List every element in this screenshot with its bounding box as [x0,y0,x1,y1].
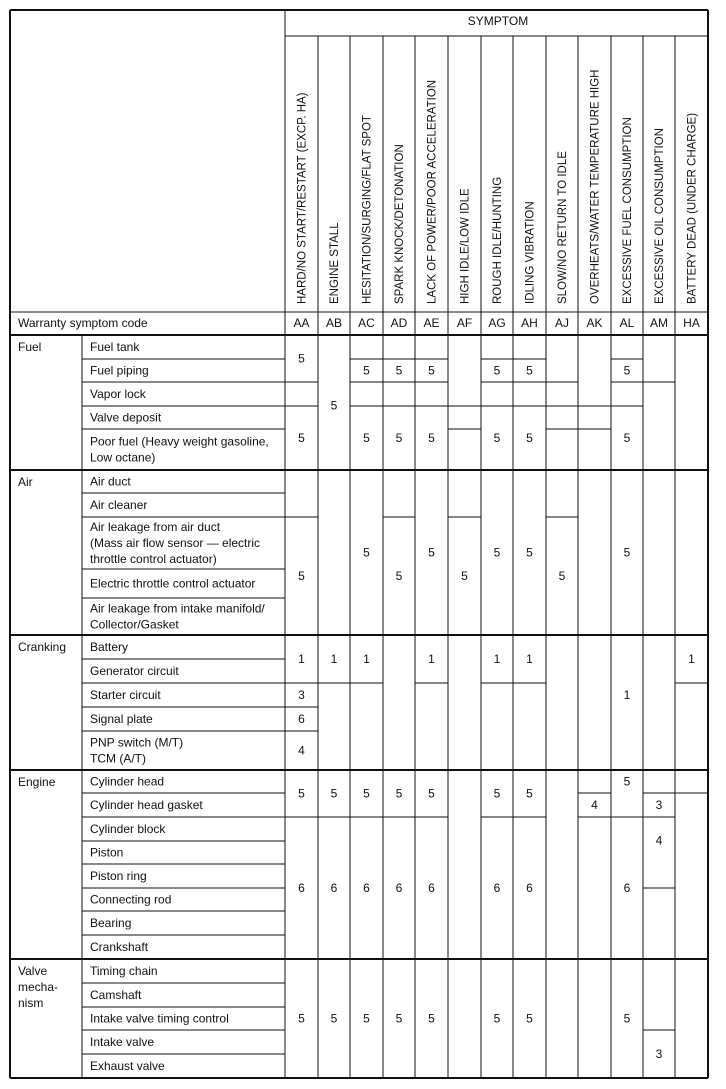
component-label: Generator circuit [90,664,179,678]
symptom-rating: 5 [428,431,435,445]
component-label: Cylinder block [90,822,166,836]
component-label: Exhaust valve [90,1059,165,1073]
symptom-rating: 5 [395,1011,403,1026]
component-label: Cylinder head [90,774,165,789]
symptom-rating: 6 [330,881,338,895]
component-label: throttle control actuator) [90,552,217,566]
symptom-rating: 1 [688,652,695,666]
component-label: Cylinder head gasket [90,798,203,812]
symptom-name: EXCESSIVE FUEL CONSUMPTION [622,117,634,304]
symptom-code: AA [293,316,310,330]
symptom-rating: 5 [526,363,533,378]
symptom-name: SPARK KNOCK/DETONATION [394,144,406,304]
component-label: Connecting rod [90,892,172,907]
component-label: Timing chain [90,964,158,978]
symptom-rating: 3 [298,688,305,702]
symptom-name: EXCESSIVE OIL CONSUMPTION [654,128,666,304]
component-label: Intake valve [90,1035,155,1049]
component-label: Valve deposit [90,410,162,425]
component-label: Starter circuit [90,688,161,702]
symptom-rating: 6 [623,881,631,895]
symptom-rating: 6 [363,881,370,895]
symptom-rating: 6 [428,881,435,895]
symptom-rating: 1 [493,652,501,666]
symptom-rating: 5 [395,569,403,583]
group-label: mecha- [18,980,59,994]
symptom-name: OVERHEATS/WATER TEMPERATURE HIGH [589,69,602,304]
symptom-name: ROUGH IDLE/HUNTING [492,176,504,304]
component-label: Intake valve timing control [90,1011,229,1026]
symptom-rating: 5 [493,363,501,378]
symptom-rating: 5 [526,1011,533,1026]
symptom-rating: 5 [526,786,533,801]
symptom-name: IDLING VIBRATION [524,201,537,304]
symptom-rating: 4 [591,798,598,812]
symptom-rating: 6 [298,712,305,726]
symptom-rating: 1 [623,688,631,702]
symptom-rating: 5 [330,1011,338,1026]
symptom-rating: 5 [493,545,501,560]
symptom-rating: 1 [298,652,305,666]
symptom-rating: 5 [298,1011,305,1026]
symptom-rating: 5 [298,431,305,445]
component-label: Battery [90,640,129,654]
group-label: Air [18,475,33,489]
group-label: Cranking [18,640,67,654]
symptom-name: BATTERY DEAD (UNDER CHARGE) [686,112,699,304]
symptom-rating: 5 [363,431,370,445]
symptom-name: ENGINE STALL [329,222,341,304]
group-label: Engine [18,775,56,789]
symptom-rating: 5 [363,545,370,560]
symptom-name: HIGH IDLE/LOW IDLE [459,188,472,304]
symptom-rating: 5 [493,431,501,445]
symptom-rating: 1 [428,652,435,666]
symptom-name: HESITATION/SURGING/FLAT SPOT [361,115,374,304]
symptom-rating: 5 [395,363,403,378]
component-label: (Mass air flow sensor — electric [90,536,261,550]
symptom-rating: 1 [363,652,370,666]
symptom-name: HARD/NO START/RESTART (EXCP. HA) [296,92,309,304]
component-label: Low octane) [90,450,156,465]
symptom-code: AC [358,316,375,330]
symptom-rating: 5 [395,431,403,445]
symptom-code: AD [390,316,408,330]
symptom-rating: 5 [330,398,338,413]
component-label: TCM (A/T) [90,751,146,766]
symptom-rating: 6 [526,881,533,895]
component-label: Signal plate [90,712,153,726]
symptom-rating: 5 [363,1011,370,1026]
component-label: Piston [90,845,124,860]
symptom-rating: 5 [395,786,403,801]
symptom-rating: 5 [298,351,305,366]
table-cells [18,70,700,1074]
component-label: Bearing [90,916,132,930]
symptom-rating: 5 [428,363,435,378]
symptom-rating: 1 [526,652,533,666]
symptom-rating: 5 [493,1011,501,1026]
component-label: Air leakage from intake manifold/ [90,601,265,616]
symptom-rating: 5 [623,1011,631,1026]
symptom-header: SYMPTOM [467,14,529,28]
symptom-rating: 5 [298,569,305,583]
group-label: Fuel [18,340,42,354]
symptom-code: AE [423,316,440,330]
symptom-rating: 5 [623,545,631,560]
symptom-rating: 5 [558,569,566,583]
component-label: Camshaft [90,988,142,1002]
symptom-code: AG [488,316,506,330]
component-label: Fuel tank [90,340,140,354]
symptom-rating: 5 [526,431,533,445]
component-label: PNP switch (M/T) [90,735,184,750]
component-label: Electric throttle control actuator [90,576,256,591]
group-label: nism [18,996,44,1010]
component-label: Poor fuel (Heavy weight gasoline, [90,434,269,449]
symptom-code: AM [650,316,668,330]
symptom-rating: 5 [330,786,338,801]
symptom-rating: 5 [363,363,370,378]
symptom-rating: 5 [428,1011,435,1026]
symptom-rating: 5 [623,363,631,378]
component-label: Air leakage from air duct [90,520,221,534]
symptom-code: AL [619,316,635,330]
component-label: Piston ring [90,869,147,883]
symptom-name: LACK OF POWER/POOR ACCELERATION [426,79,439,304]
symptom-code: HA [683,316,700,330]
component-label: Collector/Gasket [90,617,179,632]
warranty-symptom-code-label: Warranty symptom code [18,316,148,330]
symptom-rating: 3 [655,798,663,812]
symptom-rating: 3 [655,1047,663,1061]
symptom-code: AF [456,316,473,330]
symptom-rating: 5 [428,545,435,560]
component-label: Air duct [90,474,131,489]
symptom-code: AK [586,316,603,330]
symptom-rating: 5 [461,569,468,583]
symptom-rating: 4 [655,833,663,848]
symptom-code: AH [521,316,538,330]
symptom-rating: 5 [428,786,435,801]
symptom-rating: 5 [298,786,305,801]
symptom-rating: 4 [298,743,305,758]
symptom-rating: 5 [623,774,631,789]
component-label: Crankshaft [90,940,149,954]
symptom-rating: 5 [623,431,631,445]
symptom-name: SLOW/NO RETURN TO IDLE [557,151,569,304]
component-label: Fuel piping [90,363,149,378]
symptom-rating: 6 [493,881,501,895]
symptom-rating: 5 [493,786,501,801]
symptom-rating: 5 [526,545,533,560]
component-label: Vapor lock [90,387,146,401]
symptom-code: AJ [554,316,570,330]
group-label: Valve [18,964,48,978]
symptom-rating: 6 [395,881,403,895]
symptom-rating: 5 [363,786,370,801]
symptom-rating: 1 [330,652,338,666]
component-label: Air cleaner [90,498,148,512]
symptom-code: AB [325,316,343,330]
symptom-rating: 6 [298,881,305,895]
